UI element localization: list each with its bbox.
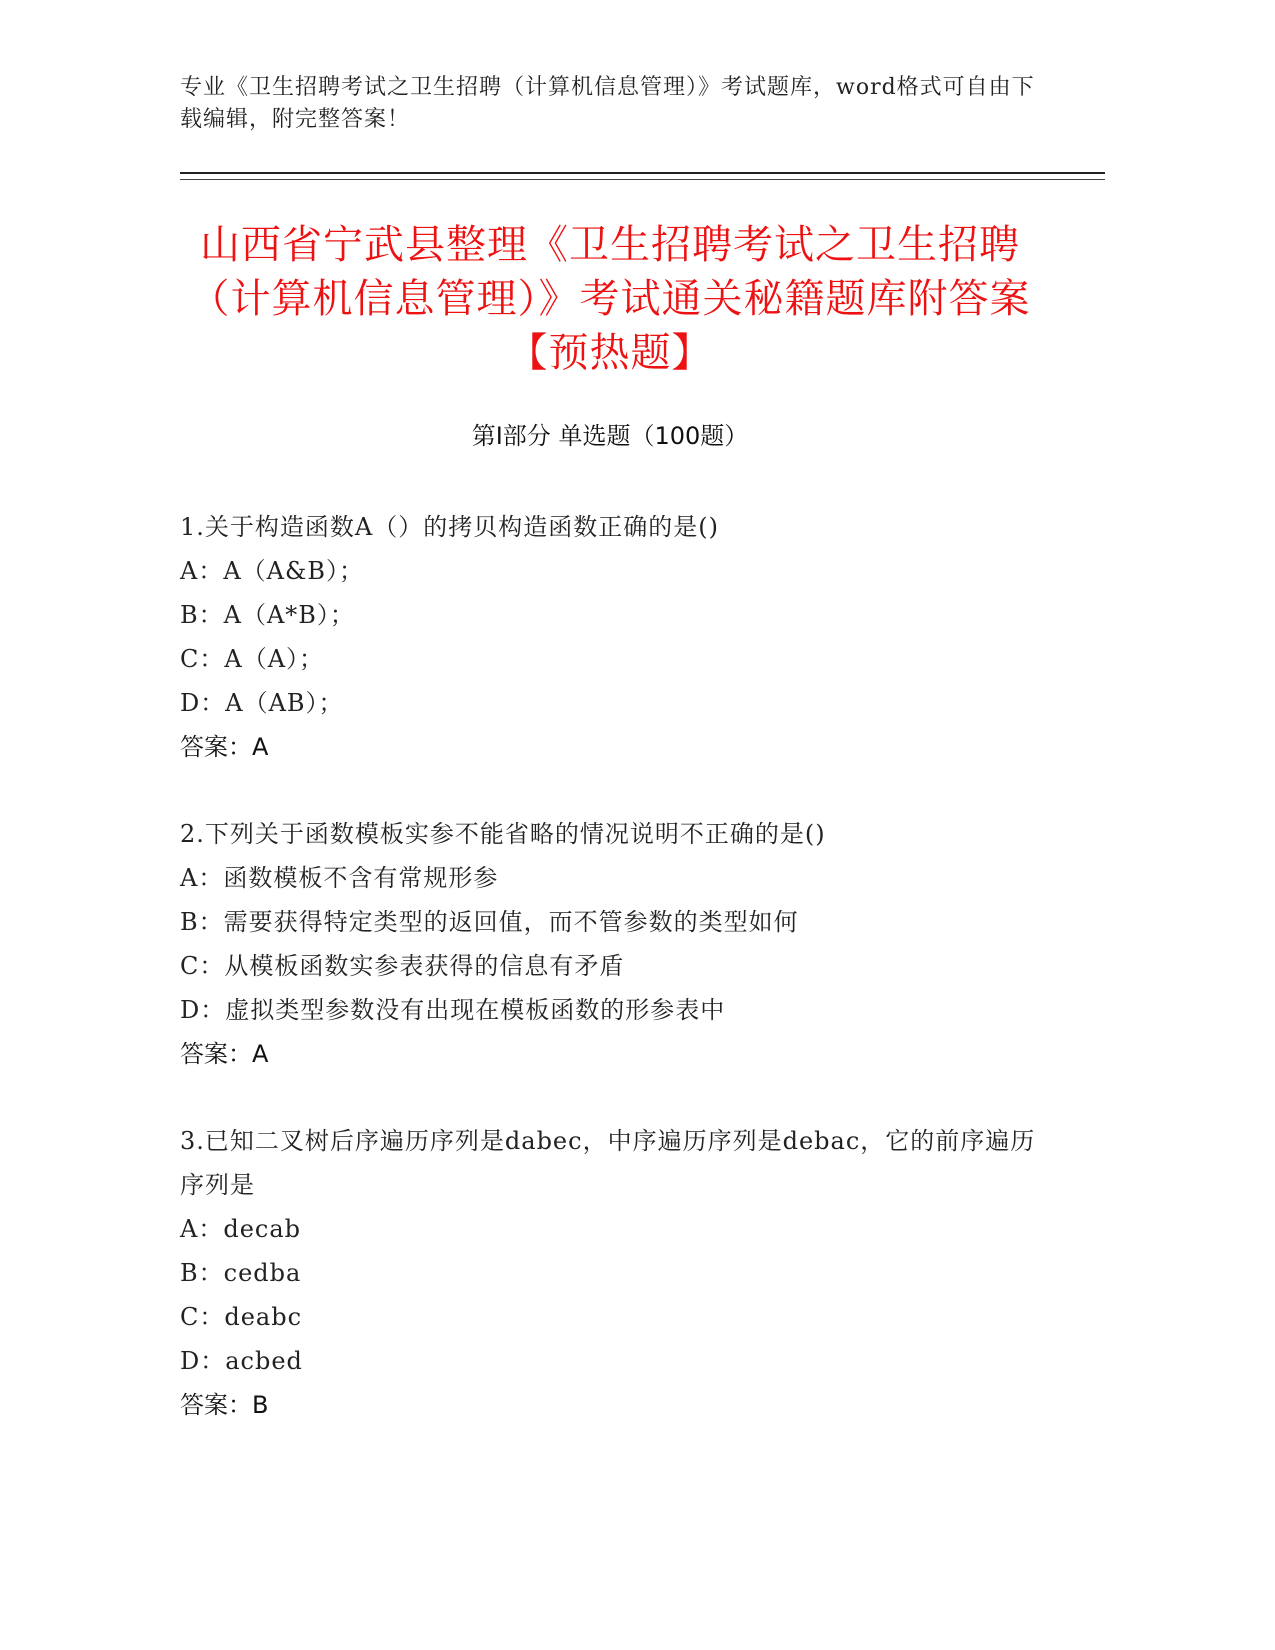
option-d: D：A（AB）； [180,689,344,717]
option-d: D：虚拟类型参数没有出现在模板函数的形参表中 [180,996,726,1024]
option-a: A：函数模板不含有常规形参 [180,864,499,892]
answer: 答案：A [180,733,269,761]
header-note: 专业《卫生招聘考试之卫生招聘（计算机信息管理）》考试题库，word格式可自由下载编辑，附完整答案！ [180,75,1035,132]
option-c: C：从模板函数实参表获得的信息有矛盾 [180,952,625,980]
answer: 答案：B [180,1391,269,1419]
option-b: B：A（A*B）； [180,601,355,629]
header-divider-thin [180,179,1105,180]
option-b: B：需要获得特定类型的返回值，而不管参数的类型如何 [180,908,799,936]
option-c: C：deabc [180,1303,303,1331]
question-list [180,505,1040,1470]
document-title: 山西省宁武县整理《卫生招聘考试之卫生招聘（计算机信息管理）》考试通关秘籍题库附答案【预热题】 [189,222,1031,376]
option-d: D：acbed [180,1347,303,1375]
option-a: A：decab [180,1215,302,1243]
header-divider-thick [180,172,1105,174]
question-2 [180,812,1040,1076]
question-3 [180,1119,1040,1427]
question-1 [180,505,1040,769]
question-text: 3.已知二叉树后序遍历序列是dabec，中序遍历序列是debac，它的前序遍历序列是 [180,1127,1036,1199]
question-text: 2.下列关于函数模板实参不能省略的情况说明不正确的是() [180,820,826,848]
answer: 答案：A [180,1040,269,1068]
option-c: C：A（A）； [180,645,325,673]
question-text: 1.关于构造函数A（）的拷贝构造函数正确的是() [180,513,719,541]
option-a: A：A（A&B）； [180,557,364,585]
option-b: B：cedba [180,1259,302,1287]
section-title: 第I部分 单选题（100题） [471,422,749,450]
